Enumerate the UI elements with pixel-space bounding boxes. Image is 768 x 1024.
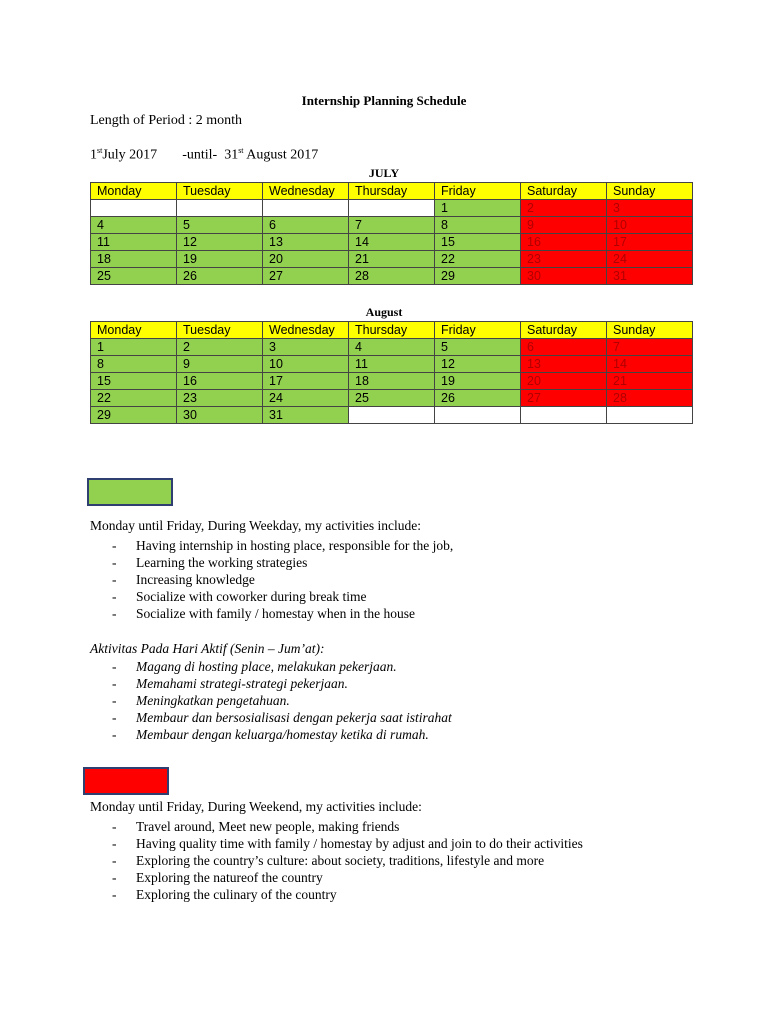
calendar-day: 15 — [91, 373, 177, 390]
calendar-day: 14 — [607, 356, 693, 373]
calendar-day: 12 — [177, 234, 263, 251]
calendar-day: 21 — [607, 373, 693, 390]
bullet-dash: - — [112, 870, 117, 885]
list-item-text: Exploring the culinary of the country — [136, 887, 337, 902]
date-range — [90, 146, 318, 164]
calendar-day: 20 — [263, 251, 349, 268]
calendar-day: 29 — [435, 268, 521, 285]
july-calendar — [90, 182, 693, 285]
calendar-week-row — [91, 390, 693, 407]
start-day: 1 — [90, 147, 97, 163]
list-item-text: Increasing knowledge — [136, 572, 255, 587]
calendar-day — [349, 407, 435, 424]
period-length: Length of Period : 2 month — [90, 113, 243, 128]
august-calendar — [90, 321, 693, 424]
calendar-day: 31 — [607, 268, 693, 285]
weekday-header: Wednesday — [263, 183, 349, 200]
calendar-day: 2 — [521, 200, 607, 217]
weekday-header: Friday — [435, 183, 521, 200]
weekday-header: Sunday — [607, 183, 693, 200]
calendar-day: 11 — [349, 356, 435, 373]
end-day: 31 — [224, 147, 239, 163]
calendar-day: 23 — [521, 251, 607, 268]
calendar-week-row — [91, 339, 693, 356]
weekday-intro: Monday until Friday, During Weekday, my activities include: — [90, 518, 421, 533]
bullet-dash: - — [112, 853, 117, 868]
calendar-day: 8 — [435, 217, 521, 234]
weekday-header: Tuesday — [177, 183, 263, 200]
calendar-day: 16 — [177, 373, 263, 390]
weekday-legend-swatch — [87, 478, 173, 506]
list-item-text: Exploring the country’s culture: about society, traditions, lifestyle and more — [136, 853, 545, 868]
calendar-day: 1 — [91, 339, 177, 356]
calendar-day: 6 — [263, 217, 349, 234]
weekday-header-row — [91, 183, 693, 200]
calendar-day: 5 — [177, 217, 263, 234]
calendar-day: 25 — [349, 390, 435, 407]
bullet-dash: - — [112, 887, 117, 902]
calendar-day — [435, 407, 521, 424]
weekday-header: Thursday — [349, 183, 435, 200]
bullet-dash: - — [112, 538, 117, 553]
list-item-text: Membaur dengan keluarga/homestay ketika di rumah. — [136, 727, 429, 742]
calendar-day — [349, 200, 435, 217]
end-month: August 2017 — [243, 147, 319, 163]
weekday-header: Tuesday — [177, 322, 263, 339]
calendar-day: 10 — [607, 217, 693, 234]
list-item-text: Learning the working strategies — [136, 555, 308, 570]
calendar-day: 9 — [521, 217, 607, 234]
calendar-day: 28 — [349, 268, 435, 285]
weekday-header-row — [91, 322, 693, 339]
list-item-text: Socialize with family / homestay when in the house — [136, 606, 415, 621]
weekend-legend-swatch — [83, 767, 169, 795]
weekday-header: Monday — [91, 322, 177, 339]
calendar-day: 24 — [263, 390, 349, 407]
list-item-text: Memahami strategi-strategi pekerjaan. — [136, 676, 348, 691]
calendar-day: 19 — [435, 373, 521, 390]
calendar-day: 13 — [521, 356, 607, 373]
start-day-suffix: st — [97, 146, 103, 155]
calendar-week-row — [91, 234, 693, 251]
calendar-day: 7 — [607, 339, 693, 356]
calendar-day: 6 — [521, 339, 607, 356]
calendar-day — [521, 407, 607, 424]
list-item-text: Exploring the natureof the country — [136, 870, 323, 885]
list-item-text: Having internship in hosting place, responsible for the job, — [136, 538, 454, 553]
calendar-day: 14 — [349, 234, 435, 251]
calendar-day: 8 — [91, 356, 177, 373]
calendar-day: 4 — [349, 339, 435, 356]
list-item-text: Travel around, Meet new people, making friends — [136, 819, 400, 834]
weekday-header: Friday — [435, 322, 521, 339]
end-day-suffix: st — [238, 146, 244, 155]
calendar-day — [177, 200, 263, 217]
calendar-day: 23 — [177, 390, 263, 407]
calendar-day: 9 — [177, 356, 263, 373]
weekday-header: Sunday — [607, 322, 693, 339]
calendar-week-row — [91, 407, 693, 424]
weekday-header: Monday — [91, 183, 177, 200]
calendar-day: 29 — [91, 407, 177, 424]
calendar-day: 17 — [263, 373, 349, 390]
calendar-week-row — [91, 251, 693, 268]
bullet-dash: - — [112, 727, 117, 742]
until-label: -until- — [182, 147, 218, 163]
calendar-week-row — [91, 373, 693, 390]
calendar-week-row — [91, 217, 693, 234]
calendar-day: 19 — [177, 251, 263, 268]
bullet-dash: - — [112, 572, 117, 587]
calendar-day: 17 — [607, 234, 693, 251]
document-title: Internship Planning Schedule — [301, 93, 467, 108]
bullet-dash: - — [112, 555, 117, 570]
list-item-text: Membaur dan bersosialisasi dengan pekerja saat istirahat — [136, 710, 452, 725]
list-item-text: Socialize with coworker during break time — [136, 589, 367, 604]
bullet-dash: - — [112, 836, 117, 851]
calendar-day: 30 — [521, 268, 607, 285]
calendar-day: 15 — [435, 234, 521, 251]
weekday-header: Thursday — [349, 322, 435, 339]
calendar-week-row — [91, 356, 693, 373]
list-item-text: Having quality time with family / homestay by adjust and join to do their activities — [136, 836, 583, 851]
indonesian-intro: Aktivitas Pada Hari Aktif (Senin – Jum’at): — [90, 641, 325, 656]
calendar-day: 20 — [521, 373, 607, 390]
weekend-intro: Monday until Friday, During Weekend, my activities include: — [90, 799, 422, 814]
bullet-dash: - — [112, 693, 117, 708]
calendar-day: 21 — [349, 251, 435, 268]
list-item-text: Meningkatkan pengetahuan. — [136, 693, 290, 708]
bullet-dash: - — [112, 606, 117, 621]
calendar-day: 26 — [435, 390, 521, 407]
calendar-day — [607, 407, 693, 424]
calendar-week-row — [91, 268, 693, 285]
weekday-header: Saturday — [521, 322, 607, 339]
list-item-text: Magang di hosting place, melakukan pekerjaan. — [136, 659, 397, 674]
calendar-day: 3 — [607, 200, 693, 217]
calendar-day: 10 — [263, 356, 349, 373]
start-month: July 2017 — [102, 147, 158, 163]
calendar-day: 12 — [435, 356, 521, 373]
weekday-header: Saturday — [521, 183, 607, 200]
calendar-day: 18 — [349, 373, 435, 390]
calendar-day: 5 — [435, 339, 521, 356]
bullet-dash: - — [112, 589, 117, 604]
july-title: JULY — [368, 166, 400, 180]
bullet-dash: - — [112, 676, 117, 691]
calendar-day: 2 — [177, 339, 263, 356]
calendar-day: 30 — [177, 407, 263, 424]
calendar-day — [263, 200, 349, 217]
calendar-day: 26 — [177, 268, 263, 285]
calendar-day: 4 — [91, 217, 177, 234]
bullet-dash: - — [112, 659, 117, 674]
bullet-dash: - — [112, 819, 117, 834]
calendar-day: 18 — [91, 251, 177, 268]
calendar-day: 27 — [521, 390, 607, 407]
calendar-day: 25 — [91, 268, 177, 285]
calendar-day: 13 — [263, 234, 349, 251]
calendar-day: 31 — [263, 407, 349, 424]
calendar-day: 16 — [521, 234, 607, 251]
calendar-day: 1 — [435, 200, 521, 217]
calendar-week-row — [91, 200, 693, 217]
bullet-dash: - — [112, 710, 117, 725]
august-title: August — [365, 305, 403, 319]
calendar-day — [91, 200, 177, 217]
calendar-day: 22 — [435, 251, 521, 268]
calendar-day: 28 — [607, 390, 693, 407]
calendar-day: 22 — [91, 390, 177, 407]
calendar-day: 24 — [607, 251, 693, 268]
calendar-day: 3 — [263, 339, 349, 356]
weekday-header: Wednesday — [263, 322, 349, 339]
calendar-day: 11 — [91, 234, 177, 251]
calendar-day: 7 — [349, 217, 435, 234]
calendar-day: 27 — [263, 268, 349, 285]
